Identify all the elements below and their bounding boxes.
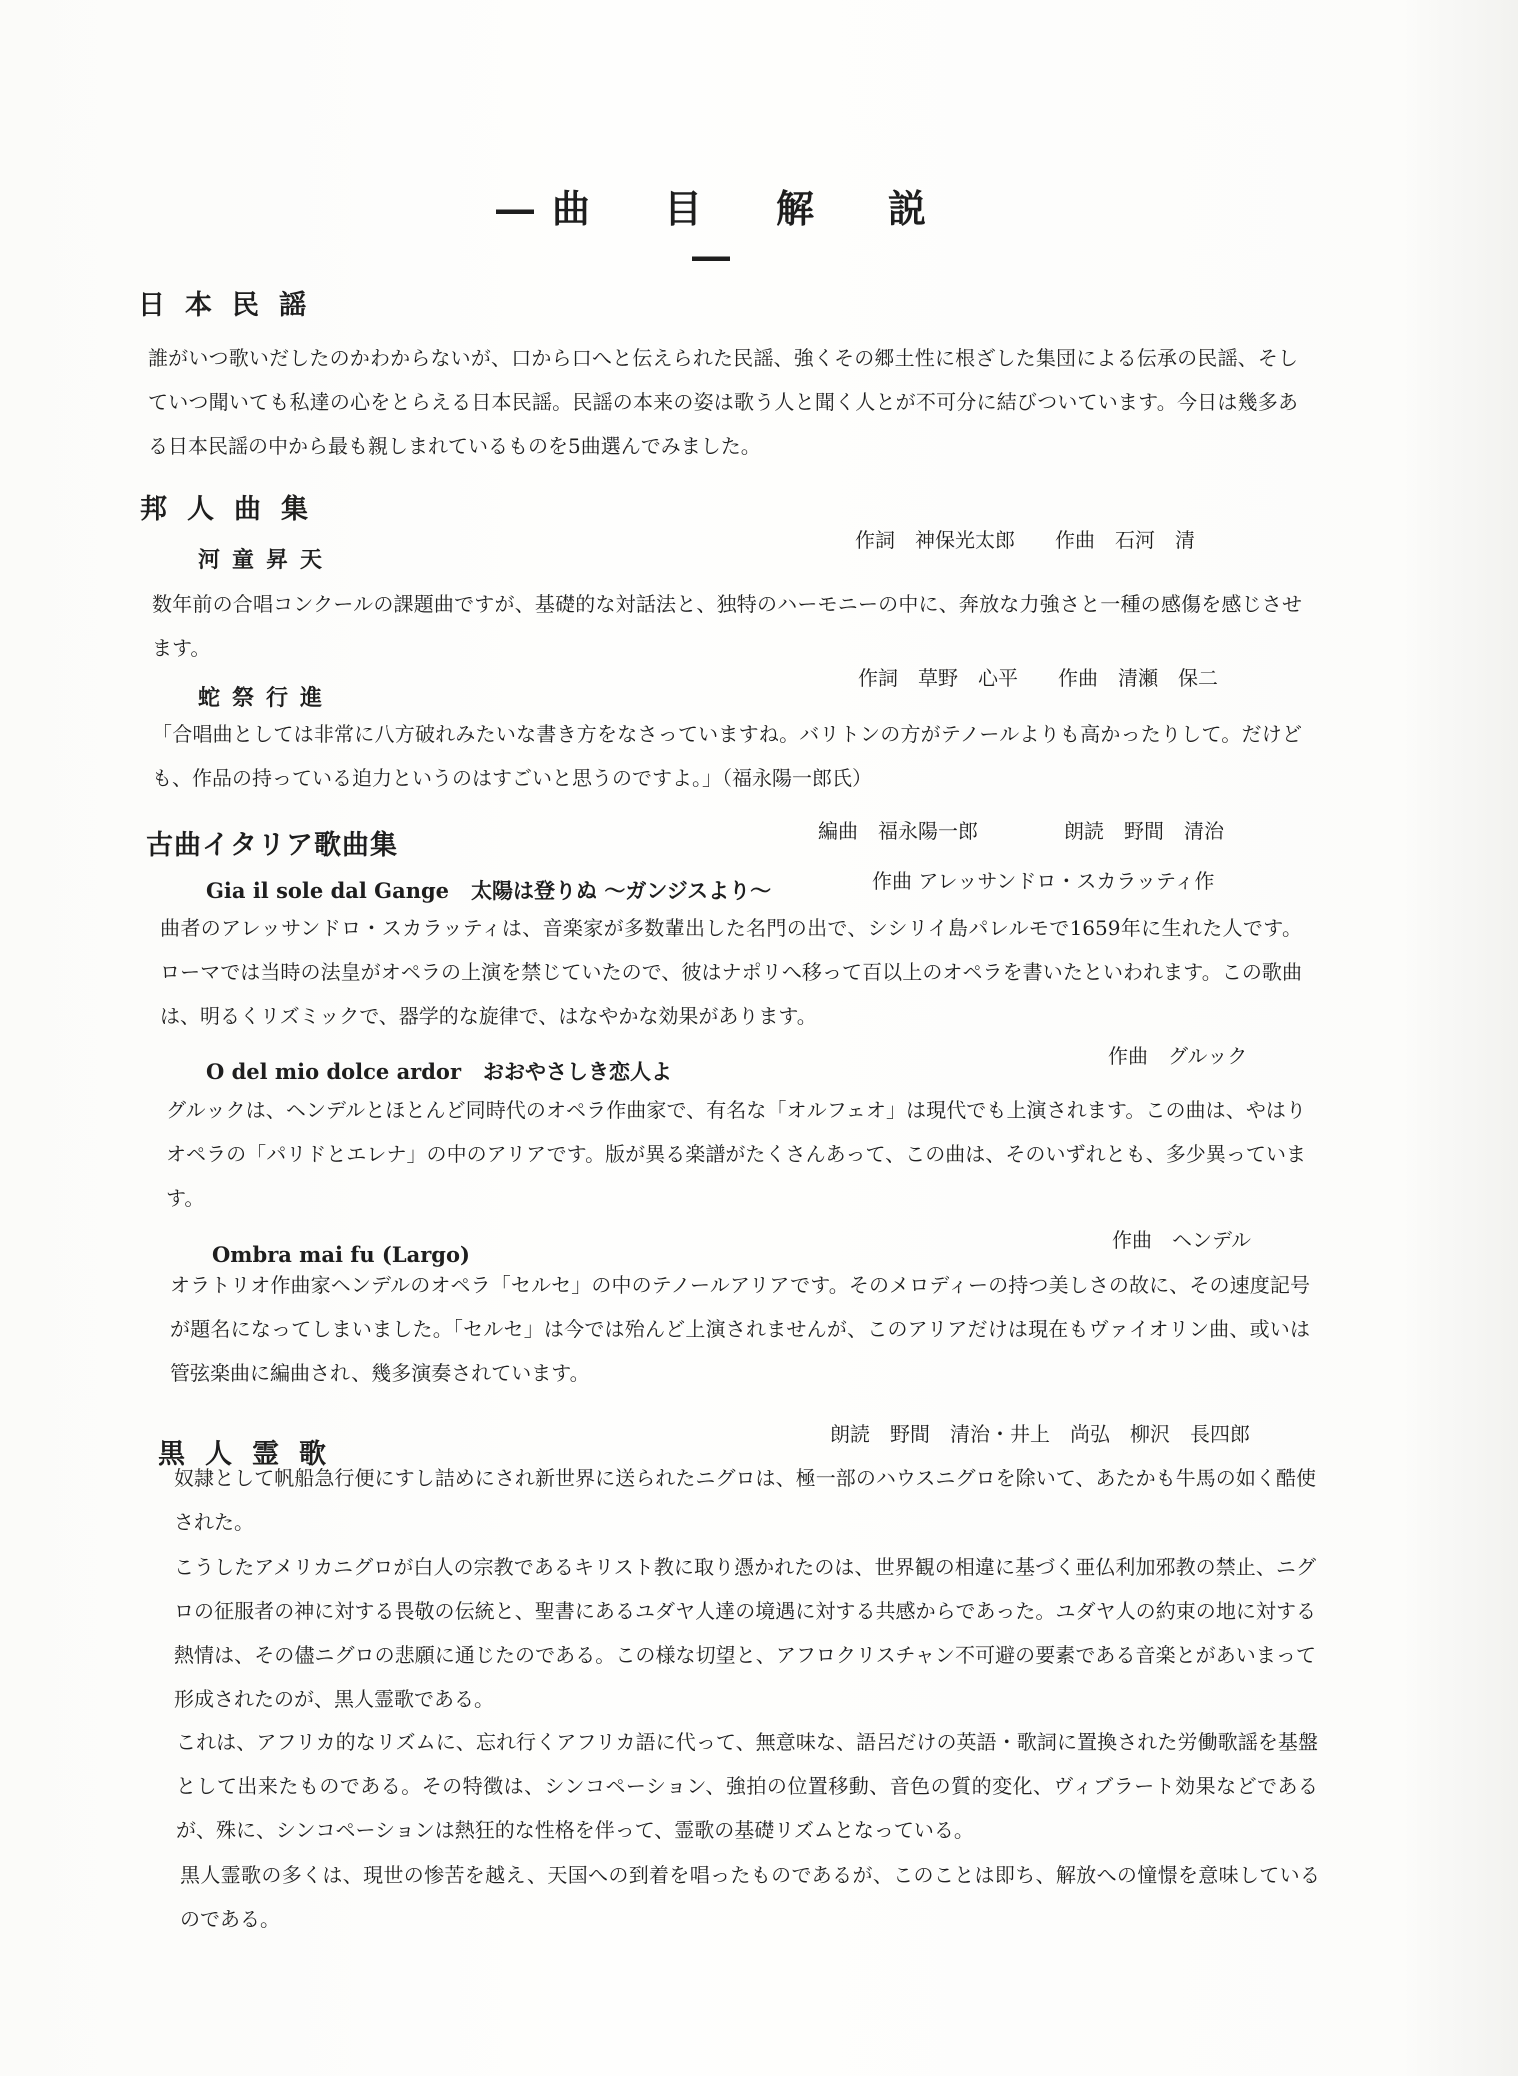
song-title-ombra: Ombra mai fu (Largo) [212, 1242, 470, 1267]
page-edge-shadow [1398, 0, 1518, 2076]
song-title-hebi: 蛇祭行進 [198, 686, 335, 711]
kappa-text: 数年前の合唱コンクールの課題曲ですが、基礎的な対話法と、独特のハーモニーの中に、奔放な力強さと一種の感傷を感じさせます。 [152, 592, 1302, 660]
kappa-composer: 作曲 石河 清 [1055, 528, 1195, 552]
page-title: ―曲 目 解 説― [495, 186, 944, 278]
gia-title-it: Gia il sole dal Gange [206, 878, 450, 903]
heading-kokujin-reika: 黒人霊歌 [158, 1439, 346, 1470]
song-title-odel [206, 1056, 672, 1086]
kokujin-paragraph-4: 黒人霊歌の多くは、現世の惨苦を越え、天国への到着を唱ったものであるが、このことは即ち、解放への憧憬を意味しているのである。 [180, 1863, 1320, 1931]
kokujin-paragraph-3: これは、アフリカ的なリズムに、忘れ行くアフリカ語に代って、無意味な、語呂だけの英語・歌詞に置換された労働歌謡を基盤として出来たものである。その特徴は、シンコペーション、強拍の位置移動、音色の質的変化、ヴィブラート効果などであるが、殊に、シンコペーションは熱狂的な性格を伴って、霊歌の基礎リズムとなっている。 [176, 1730, 1318, 1842]
kappa-lyricist: 作詞 神保光太郎 [855, 528, 1015, 552]
gia-text: 曲者のアレッサンドロ・スカラッティは、音楽家が多数輩出した名門の出で、シシリイ島パレルモで1659年に生れた人です。ローマでは当時の法皇がオペラの上演を禁じていたので、彼はナポリへ移って百以上のオペラを書いたといわれます。この歌曲は、明るくリズミックで、器学的な旋律で、はなやかな効果があります。 [160, 916, 1302, 1028]
hebi-text: 「合唱曲としては非常に八方破れみたいな書き方をなさっていますね。バリトンの方がテノールよりも高かったりして。だけども、作品の持っている迫力というのはすごいと思うのですよ。」（福永陽一郎氏） [152, 722, 1302, 790]
kokujin-paragraph-2: こうしたアメリカニグロが白人の宗教であるキリスト教に取り憑かれたのは、世界観の相違に基づく亜仏利加邪教の禁止、ニグロの征服者の神に対する畏敬の伝統と、聖書にあるユダヤ人達の境遇に対する共感からであった。ユダヤ人の約束の地に対する熱情は、その儘ニグロの悲願に通じたのである。この様な切望と、アフロクリスチャン不可避の要素である音楽とがあいまって形成されたのが、黒人霊歌である。 [174, 1555, 1316, 1711]
odel-title-ja: おおやさしき恋人よ [483, 1060, 673, 1084]
heading-italia: 古曲イタリア歌曲集 [146, 830, 398, 861]
song-title-gia [206, 875, 771, 905]
odel-text: グルックは、ヘンデルとほとんど同時代のオペラ作曲家で、有名な「オルフェオ」は現代でも上演されます。この曲は、やはりオペラの「パリドとエレナ」の中のアリアです。版が異る楽譜がたくさんあって、この曲は、そのいずれとも、多少異っています。 [166, 1098, 1306, 1210]
gia-composer: 作曲 アレッサンドロ・スカラッティ作 [872, 869, 1215, 893]
kokujin-readers: 朗読 野間 清治・井上 尚弘 柳沢 長四郎 [830, 1422, 1250, 1446]
italia-reader: 朗読 野間 清治 [1064, 819, 1224, 843]
hebi-lyricist: 作詞 草野 心平 [858, 666, 1018, 690]
heading-hojin-kyokushu: 邦人曲集 [140, 494, 328, 525]
italia-arranger: 編曲 福永陽一郎 [818, 819, 978, 843]
gia-title-ja: 太陽は登りぬ ～ガンジスより～ [471, 879, 772, 903]
heading-nihon-minyo: 日本民謡 [138, 290, 326, 321]
kappa-credits [855, 524, 1195, 553]
hebi-credits [858, 662, 1218, 691]
odel-title-it: O del mio dolce ardor [206, 1059, 462, 1084]
italia-credits [818, 815, 1224, 844]
hebi-composer: 作曲 清瀬 保二 [1058, 666, 1218, 690]
ombra-text: オラトリオ作曲家ヘンデルのオペラ「セルセ」の中のテノールアリアです。そのメロディーの持つ美しさの故に、その速度記号が題名になってしまいました。「セルセ」は今では殆んど上演されませんが、このアリアだけは現在もヴァイオリン曲、或いは管弦楽曲に編曲され、幾多演奏されています。 [170, 1273, 1310, 1385]
minyo-text: 誰がいつ歌いだしたのかわからないが、口から口へと伝えられた民謡、強くその郷土性に根ざした集団による伝承の民謡、そしていつ聞いても私達の心をとらえる日本民謡。民謡の本来の姿は歌う人と聞く人とが不可分に結びついています。今日は幾多ある日本民謡の中から最も親しまれているものを5曲選んでみました。 [148, 346, 1298, 458]
song-title-kappa: 河童昇天 [198, 548, 335, 573]
ombra-composer: 作曲 ヘンデル [1112, 1228, 1251, 1252]
odel-composer: 作曲 グルック [1108, 1044, 1248, 1068]
kokujin-paragraph-1: 奴隷として帆船急行便にすし詰めにされ新世界に送られたニグロは、極一部のハウスニグロを除いて、あたかも牛馬の如く酷使された。 [174, 1466, 1316, 1534]
